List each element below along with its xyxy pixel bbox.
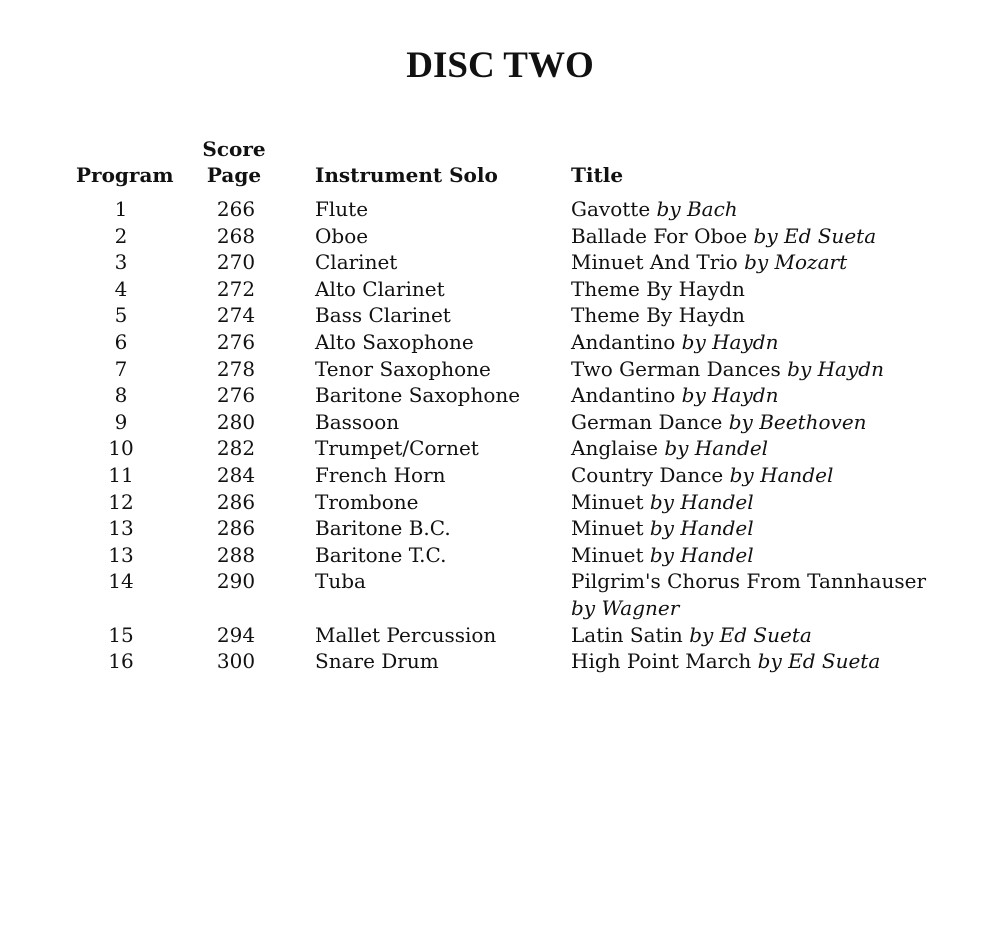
program-number: 11 <box>108 462 134 487</box>
table-row <box>0 196 1000 223</box>
composer: by Handel <box>649 516 754 541</box>
piece-name: High Point March <box>571 649 752 674</box>
score-page: 276 <box>216 329 256 354</box>
composer: by Handel <box>649 542 754 567</box>
piece-name: Anglaise <box>571 436 658 461</box>
piece-name: Country Dance <box>571 462 724 487</box>
piece-title <box>571 489 951 516</box>
instrument-solo: Oboe <box>315 223 369 248</box>
table-row <box>0 568 1000 621</box>
program-number: 3 <box>114 250 128 275</box>
instrument-solo: Trumpet/Cornet <box>315 436 479 461</box>
composer: by Mozart <box>744 250 848 275</box>
instrument-solo: Mallet Percussion <box>315 622 497 647</box>
score-page: 294 <box>216 622 256 647</box>
piece-title <box>571 223 951 250</box>
program-number: 15 <box>108 622 134 647</box>
score-page: 272 <box>216 276 256 301</box>
program-number: 9 <box>114 409 128 434</box>
instrument-solo: Flute <box>315 197 369 221</box>
instrument-solo: Bass Clarinet <box>315 303 451 328</box>
page-title: DISC TWO <box>406 45 594 86</box>
score-page: 290 <box>216 569 256 594</box>
piece-title <box>571 196 951 223</box>
score-page: 282 <box>216 436 256 461</box>
score-page: 276 <box>216 383 256 408</box>
composer: by Wagner <box>571 595 680 620</box>
composer: by Haydn <box>787 356 884 381</box>
instrument-solo: Tenor Saxophone <box>315 356 491 381</box>
piece-name: Theme By Haydn <box>571 303 745 328</box>
program-number: 2 <box>114 223 128 248</box>
piece-name: Theme By Haydn <box>571 276 745 301</box>
piece-name: Minuet <box>571 489 644 514</box>
composer: by Haydn <box>681 383 779 408</box>
program-number: 1 <box>114 197 128 221</box>
piece-name: Gavotte <box>571 197 651 221</box>
table-row <box>0 489 1000 516</box>
table-row <box>0 542 1000 569</box>
piece-title <box>571 356 951 383</box>
program-number: 12 <box>108 489 134 514</box>
piece-name: Minuet <box>571 516 644 541</box>
program-number: 6 <box>114 329 128 354</box>
piece-title <box>571 462 951 489</box>
piece-title <box>571 276 951 303</box>
piece-name: Latin Satin <box>571 622 683 647</box>
instrument-solo: Baritone B.C. <box>315 516 451 541</box>
program-number: 13 <box>108 516 134 541</box>
program-number: 8 <box>114 383 128 408</box>
table-row <box>0 302 1000 329</box>
score-page: 274 <box>216 303 256 328</box>
piece-title <box>571 648 951 675</box>
table-row <box>0 382 1000 409</box>
instrument-solo: Clarinet <box>315 250 398 275</box>
program-number: 14 <box>108 569 134 594</box>
composer: by Handel <box>729 462 834 487</box>
instrument-solo: Alto Saxophone <box>315 329 474 354</box>
table-row <box>0 462 1000 489</box>
program-number: 16 <box>108 649 134 674</box>
piece-name: Ballade For Oboe <box>571 223 748 248</box>
table-row <box>0 249 1000 276</box>
table-row <box>0 435 1000 462</box>
piece-name: Two German Dances <box>571 356 781 381</box>
piece-name: Minuet And Trio <box>571 250 738 275</box>
piece-title <box>571 382 951 409</box>
piece-name: Pilgrim's Chorus From Tannhauser <box>571 569 926 594</box>
piece-title <box>571 302 951 329</box>
score-page: 286 <box>216 516 256 541</box>
composer: by Ed Sueta <box>753 223 877 248</box>
table-row <box>0 515 1000 542</box>
score-page: 270 <box>216 250 256 275</box>
piece-title <box>571 568 951 621</box>
table-row <box>0 648 1000 675</box>
piece-title <box>571 435 951 462</box>
piece-title <box>571 515 951 542</box>
instrument-solo: Baritone Saxophone <box>315 383 521 408</box>
header-score-line1: Score <box>202 137 266 161</box>
header-program: Program <box>76 163 174 187</box>
instrument-solo: French Horn <box>315 462 446 487</box>
table-row <box>0 356 1000 383</box>
composer: by Haydn <box>681 329 779 354</box>
program-number: 10 <box>108 436 134 461</box>
composer: by Ed Sueta <box>757 649 881 674</box>
table-row <box>0 409 1000 436</box>
header-score-line2: Page <box>206 163 262 187</box>
piece-title <box>571 622 951 649</box>
score-page: 286 <box>216 489 256 514</box>
instrument-solo: Alto Clarinet <box>315 276 445 301</box>
instrument-solo: Trombone <box>315 489 419 514</box>
composer: by Beethoven <box>728 409 867 434</box>
program-number: 5 <box>114 303 128 328</box>
piece-name: Andantino <box>571 383 676 408</box>
instrument-solo: Baritone T.C. <box>315 542 447 567</box>
score-page: 266 <box>216 197 256 221</box>
composer: by Handel <box>649 489 754 514</box>
piece-name: Andantino <box>571 329 676 354</box>
piece-title <box>571 542 951 569</box>
table-row <box>0 276 1000 303</box>
composer: by Handel <box>664 436 769 461</box>
score-page: 280 <box>216 409 256 434</box>
score-page: 288 <box>216 542 256 567</box>
score-page: 278 <box>216 356 256 381</box>
program-number: 13 <box>108 542 134 567</box>
composer: by Ed Sueta <box>689 622 812 647</box>
table-row <box>0 622 1000 649</box>
header-instrument-solo: Instrument Solo <box>315 163 498 187</box>
score-page: 268 <box>216 223 256 248</box>
score-page: 300 <box>216 649 256 674</box>
instrument-solo: Tuba <box>315 569 366 594</box>
table-row <box>0 329 1000 356</box>
piece-title <box>571 249 951 276</box>
piece-name: German Dance <box>571 409 723 434</box>
table-body <box>0 196 1000 675</box>
instrument-solo: Snare Drum <box>315 649 439 674</box>
piece-title <box>571 329 951 356</box>
table-row <box>0 223 1000 250</box>
composer: by Bach <box>656 197 738 221</box>
header-title: Title <box>571 163 624 187</box>
program-number: 4 <box>114 276 128 301</box>
piece-name: Minuet <box>571 542 644 567</box>
header-score-page <box>200 136 268 188</box>
instrument-solo: Bassoon <box>315 409 400 434</box>
score-page: 284 <box>216 462 256 487</box>
program-number: 7 <box>114 356 128 381</box>
piece-title <box>571 409 951 436</box>
